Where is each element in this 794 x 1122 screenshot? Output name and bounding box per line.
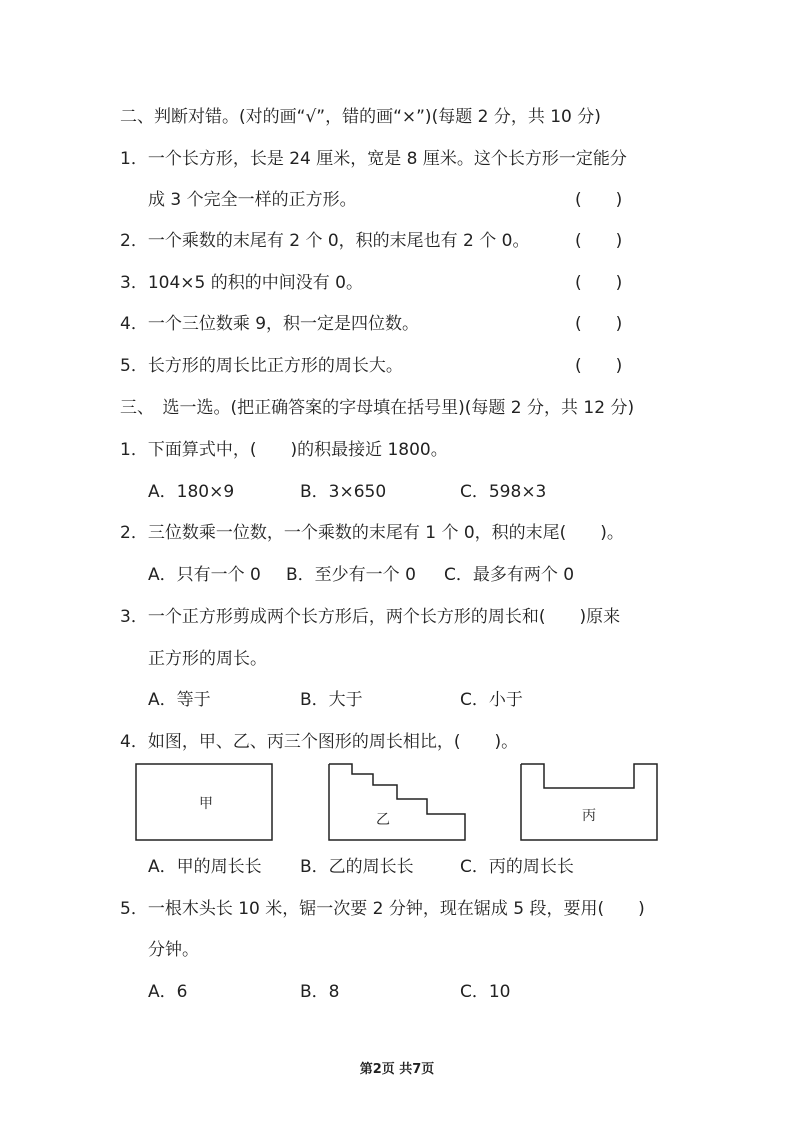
judge-item-4-answer-paren[interactable]: ( ) — [575, 314, 623, 334]
choice-q2-stem: 2．三位数乘一位数，一个乘数的末尾有 1 个 0，积的末尾( )。 — [120, 523, 624, 543]
figure-yi-label: 乙 — [376, 812, 390, 828]
judge-item-1-line2: 成 3 个完全一样的正方形。 — [148, 190, 357, 210]
judge-item-1-answer-paren[interactable]: ( ) — [575, 190, 623, 210]
judge-item-2: 2．一个乘数的末尾有 2 个 0，积的末尾也有 2 个 0。 — [120, 231, 530, 251]
choice-q1-option-a[interactable]: A．180×9 — [148, 482, 235, 502]
choice-q3-option-a[interactable]: A．等于 — [148, 690, 211, 710]
judge-item-4: 4．一个三位数乘 9，积一定是四位数。 — [120, 314, 420, 334]
choice-q4-option-a[interactable]: A．甲的周长长 — [148, 857, 262, 877]
choice-q3-line2: 正方形的周长。 — [148, 649, 267, 669]
choice-q2-option-a[interactable]: A．只有一个 0 — [148, 565, 261, 585]
judge-item-3: 3．104×5 的积的中间没有 0。 — [120, 273, 363, 293]
choice-q1-stem: 1．下面算式中，( )的积最接近 1800。 — [120, 440, 448, 460]
judge-item-2-answer-paren[interactable]: ( ) — [575, 231, 623, 251]
judge-item-1-line1: 1．一个长方形，长是 24 厘米，宽是 8 厘米。这个长方形一定能分 — [120, 149, 627, 169]
figure-jia-label: 甲 — [199, 796, 213, 812]
choice-q2-option-b[interactable]: B．至少有一个 0 — [286, 565, 416, 585]
choice-q5-option-a[interactable]: A．6 — [148, 982, 188, 1002]
choice-q5-option-c[interactable]: C．10 — [460, 982, 511, 1002]
choice-q4-stem: 4．如图，甲、乙、丙三个图形的周长相比，( )。 — [120, 732, 519, 752]
choice-q3-option-b[interactable]: B．大于 — [300, 690, 363, 710]
judge-item-5-answer-paren[interactable]: ( ) — [575, 356, 623, 376]
figure-jia — [134, 762, 274, 842]
choice-q1-option-b[interactable]: B．3×650 — [300, 482, 387, 502]
figure-bing-label: 丙 — [582, 808, 596, 824]
judge-item-5: 5．长方形的周长比正方形的周长大。 — [120, 356, 403, 376]
choice-q2-option-c[interactable]: C．最多有两个 0 — [444, 565, 575, 585]
figure-yi — [327, 762, 467, 842]
choice-q5-line2: 分钟。 — [148, 940, 199, 960]
choice-q1-option-c[interactable]: C．598×3 — [460, 482, 547, 502]
choice-q5-option-b[interactable]: B．8 — [300, 982, 340, 1002]
choice-q3-option-c[interactable]: C．小于 — [460, 690, 523, 710]
figure-bing-outline — [521, 764, 657, 840]
section2-heading: 二、判断对错。(对的画“√”，错的画“×”)(每题 2 分，共 10 分) — [120, 107, 601, 127]
choice-q5-line1: 5．一根木头长 10 米，锯一次要 2 分钟，现在锯成 5 段，要用( ) — [120, 899, 645, 919]
figure-yi-outline — [329, 764, 465, 840]
choice-q4-option-c[interactable]: C．丙的周长长 — [460, 857, 574, 877]
page-number-footer: 第2页 共7页 — [359, 1062, 435, 1077]
choice-q3-line1: 3．一个正方形剪成两个长方形后，两个长方形的周长和( )原来 — [120, 607, 621, 627]
choice-q4-option-b[interactable]: B．乙的周长长 — [300, 857, 414, 877]
figure-bing — [519, 762, 659, 842]
judge-item-3-answer-paren[interactable]: ( ) — [575, 273, 623, 293]
section3-heading: 三、 选一选。(把正确答案的字母填在括号里)(每题 2 分，共 12 分) — [120, 398, 635, 418]
